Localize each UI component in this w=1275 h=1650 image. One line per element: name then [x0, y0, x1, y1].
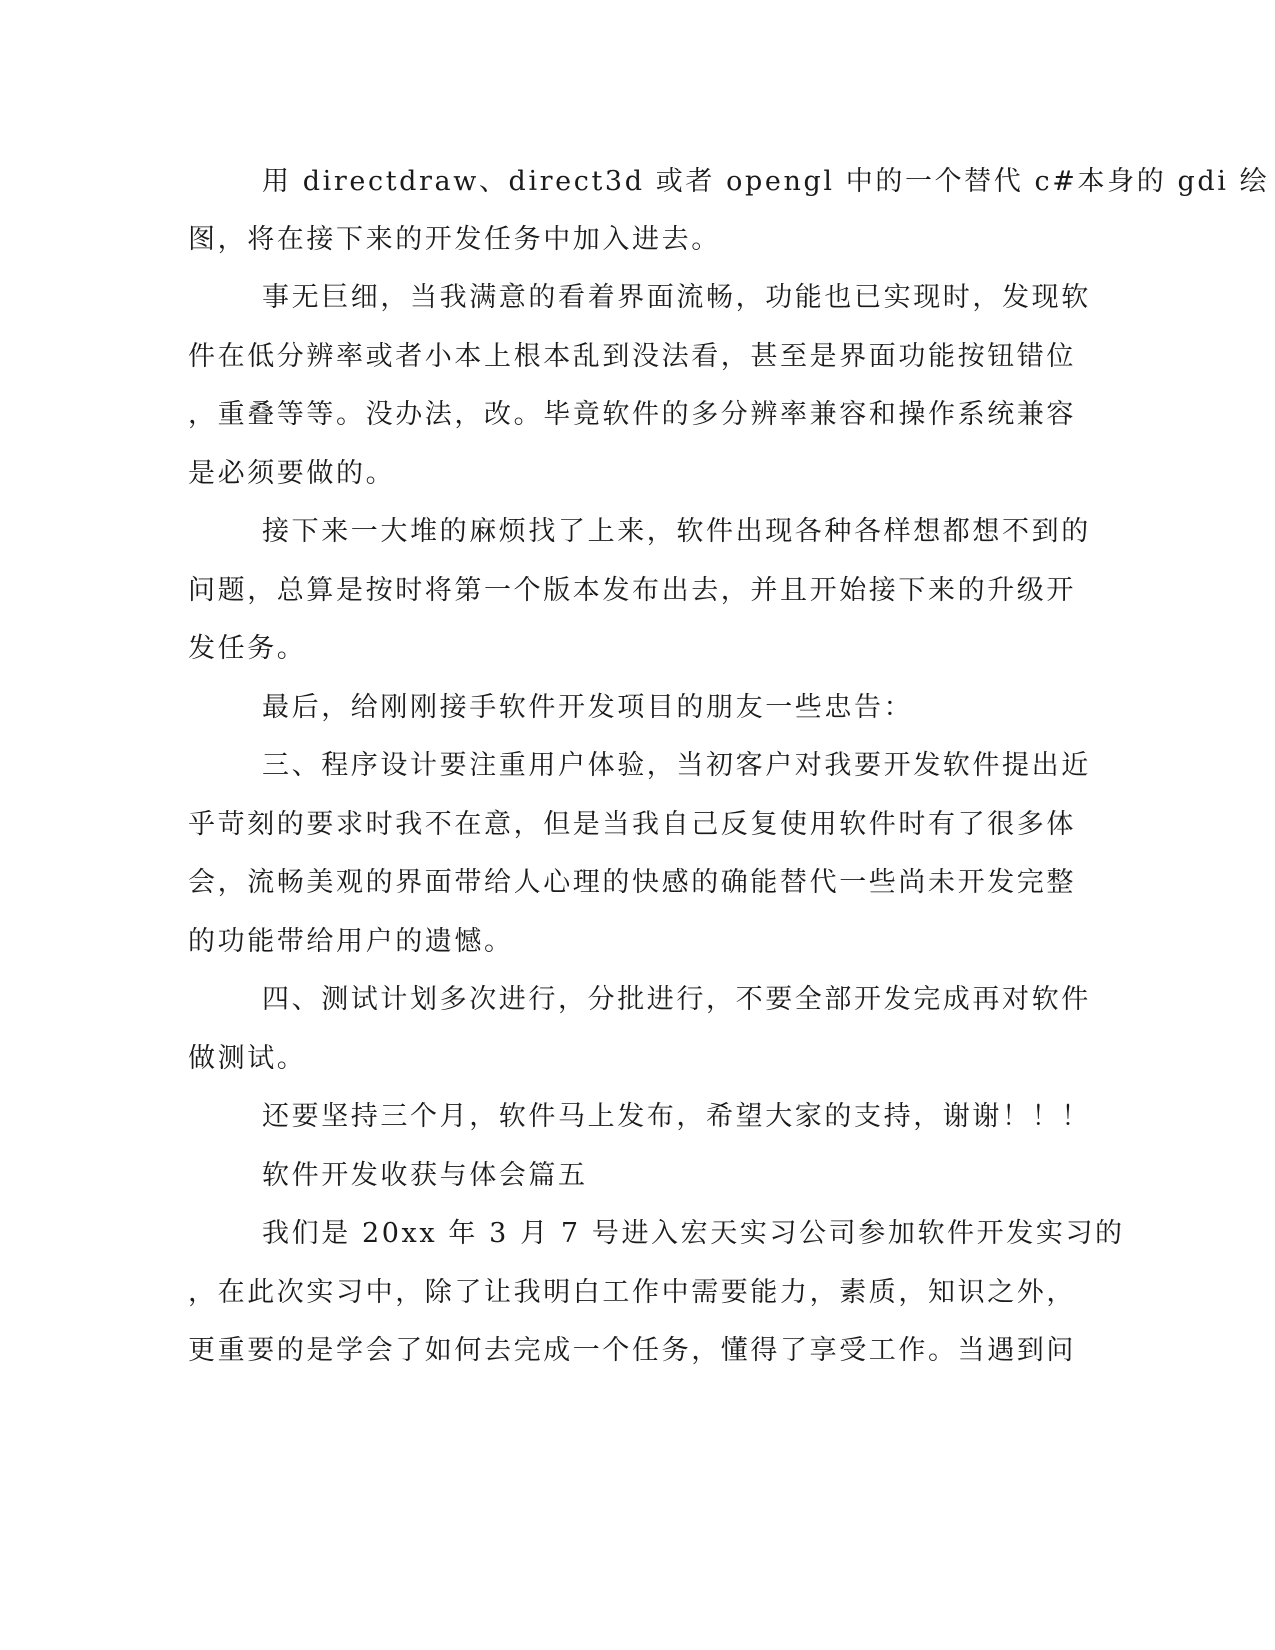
text-line: 图，将在接下来的开发任务中加入进去。	[188, 224, 721, 255]
text-line: ，在此次实习中，除了让我明白工作中需要能力，素质，知识之外，	[188, 1277, 1076, 1308]
text-line: 接下来一大堆的麻烦找了上来，软件出现各种各样想都想不到的	[262, 516, 1091, 547]
text-line: 会，流畅美观的界面带给人心理的快感的确能替代一些尚未开发完整	[188, 867, 1076, 898]
text-line: 我们是 20xx 年 3 月 7 号进入宏天实习公司参加软件开发实习的	[262, 1218, 1125, 1249]
text-line: 是必须要做的。	[188, 458, 396, 489]
text-line: 还要坚持三个月，软件马上发布，希望大家的支持，谢谢！！！	[262, 1101, 1091, 1132]
text-line: 更重要的是学会了如何去完成一个任务，懂得了享受工作。当遇到问	[188, 1335, 1076, 1366]
text-line: 发任务。	[188, 633, 307, 664]
text-line: 的功能带给用户的遗憾。	[188, 926, 514, 957]
section-heading: 软件开发收获与体会篇五	[262, 1160, 588, 1191]
text-line: 乎苛刻的要求时我不在意，但是当我自己反复使用软件时有了很多体	[188, 809, 1076, 840]
text-line: 做测试。	[188, 1043, 307, 1074]
text-line: 件在低分辨率或者小本上根本乱到没法看，甚至是界面功能按钮错位	[188, 341, 1076, 372]
text-line: 三、程序设计要注重用户体验，当初客户对我要开发软件提出近	[262, 750, 1091, 781]
text-line: 四、测试计划多次进行，分批进行，不要全部开发完成再对软件	[262, 984, 1091, 1015]
text-line: 用 directdraw、direct3d 或者 opengl 中的一个替代 c#本身的 gdi 绘	[262, 166, 1270, 197]
text-line: ，重叠等等。没办法，改。毕竟软件的多分辨率兼容和操作系统兼容	[188, 399, 1076, 430]
text-line: 事无巨细，当我满意的看着界面流畅，功能也已实现时，发现软	[262, 282, 1091, 313]
text-line: 最后，给刚刚接手软件开发项目的朋友一些忠告：	[262, 692, 914, 723]
text-line: 问题，总算是按时将第一个版本发布出去，并且开始接下来的升级开	[188, 575, 1076, 606]
